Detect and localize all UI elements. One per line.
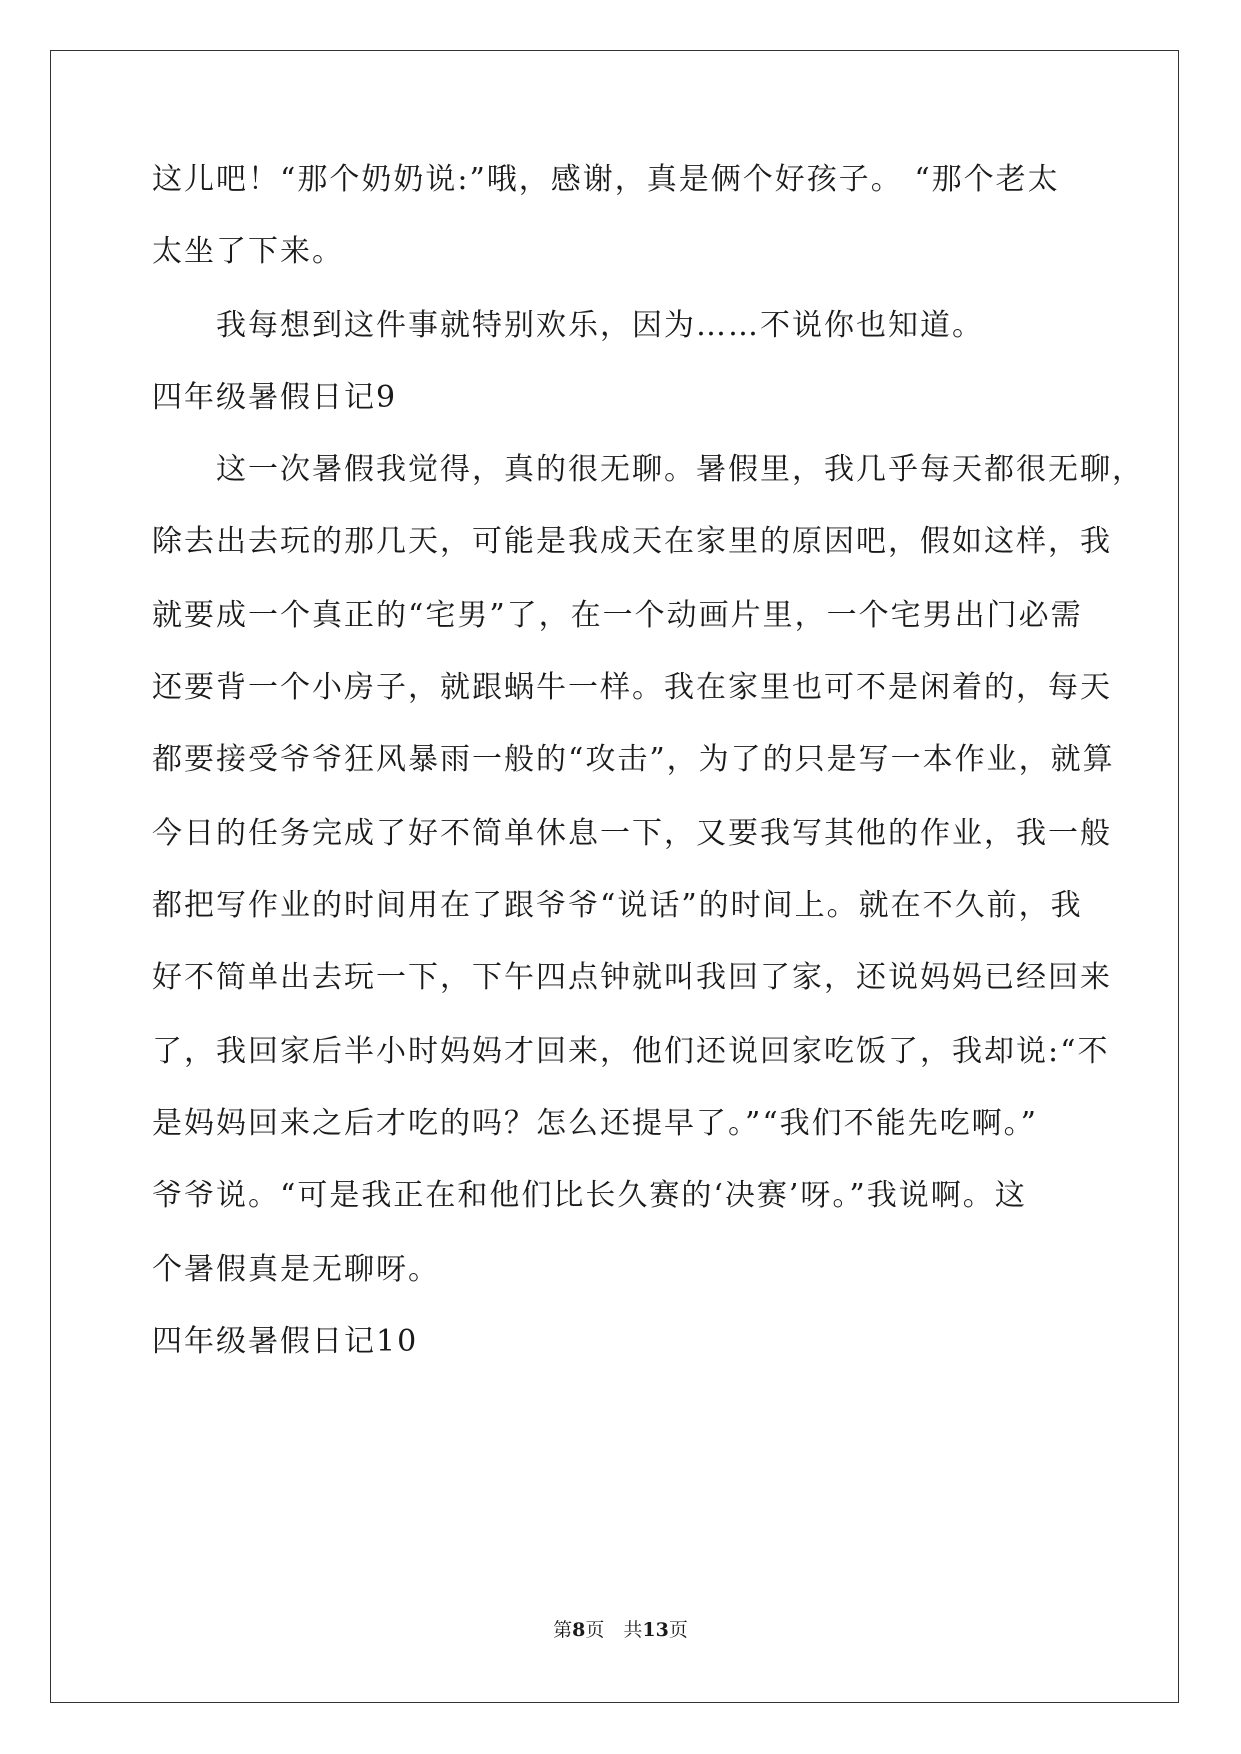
current-page-number: 8: [572, 1619, 586, 1641]
footer-mid: 页 共: [585, 1619, 643, 1641]
text-line: 除去出去玩的那几天，可能是我成天在家里的原因吧，假如这样，我: [152, 524, 1112, 559]
page-border: [50, 50, 1179, 1703]
text-line: 这一次暑假我觉得，真的很无聊。暑假里，我几乎每天都很无聊，: [152, 452, 1144, 487]
footer-prefix: 第: [553, 1619, 573, 1641]
text-line: 这儿吧！“那个奶奶说:”哦，感谢，真是俩个好孩子。 “那个老太: [152, 162, 1060, 197]
footer-suffix: 页: [668, 1619, 688, 1641]
section-heading: 四年级暑假日记9: [152, 380, 398, 415]
text-line: 还要背一个小房子，就跟蜗牛一样。我在家里也可不是闲着的，每天: [152, 670, 1112, 705]
section-heading: 四年级暑假日记10: [152, 1324, 419, 1359]
text-line: 都要接受爷爷狂风暴雨一般的“攻击”，为了的只是写一本作业，就算: [152, 742, 1115, 777]
text-line: 好不简单出去玩一下，下午四点钟就叫我回了家，还说妈妈已经回来: [152, 960, 1112, 995]
text-line: 我每想到这件事就特别欢乐，因为……不说你也知道。: [152, 308, 984, 343]
text-line: 爷爷说。“可是我正在和他们比长久赛的‘决赛’呀。”我说啊。这: [152, 1178, 1027, 1213]
text-line: 了，我回家后半小时妈妈才回来，他们还说回家吃饭了，我却说:“不: [152, 1034, 1110, 1069]
total-page-count: 13: [642, 1619, 669, 1641]
text-line: 就要成一个真正的“宅男”了，在一个动画片里，一个宅男出门必需: [152, 598, 1083, 633]
text-line: 是妈妈回来之后才吃的吗？怎么还提早了。”“我们不能先吃啊。”: [152, 1106, 1039, 1141]
text-line: 太坐了下来。: [152, 234, 344, 269]
text-line: 个暑假真是无聊呀。: [152, 1252, 440, 1287]
text-line: 今日的任务完成了好不简单休息一下，又要我写其他的作业，我一般: [152, 816, 1112, 851]
page-footer: [0, 1618, 1241, 1642]
text-line: 都把写作业的时间用在了跟爷爷“说话”的时间上。就在不久前，我: [152, 888, 1083, 923]
